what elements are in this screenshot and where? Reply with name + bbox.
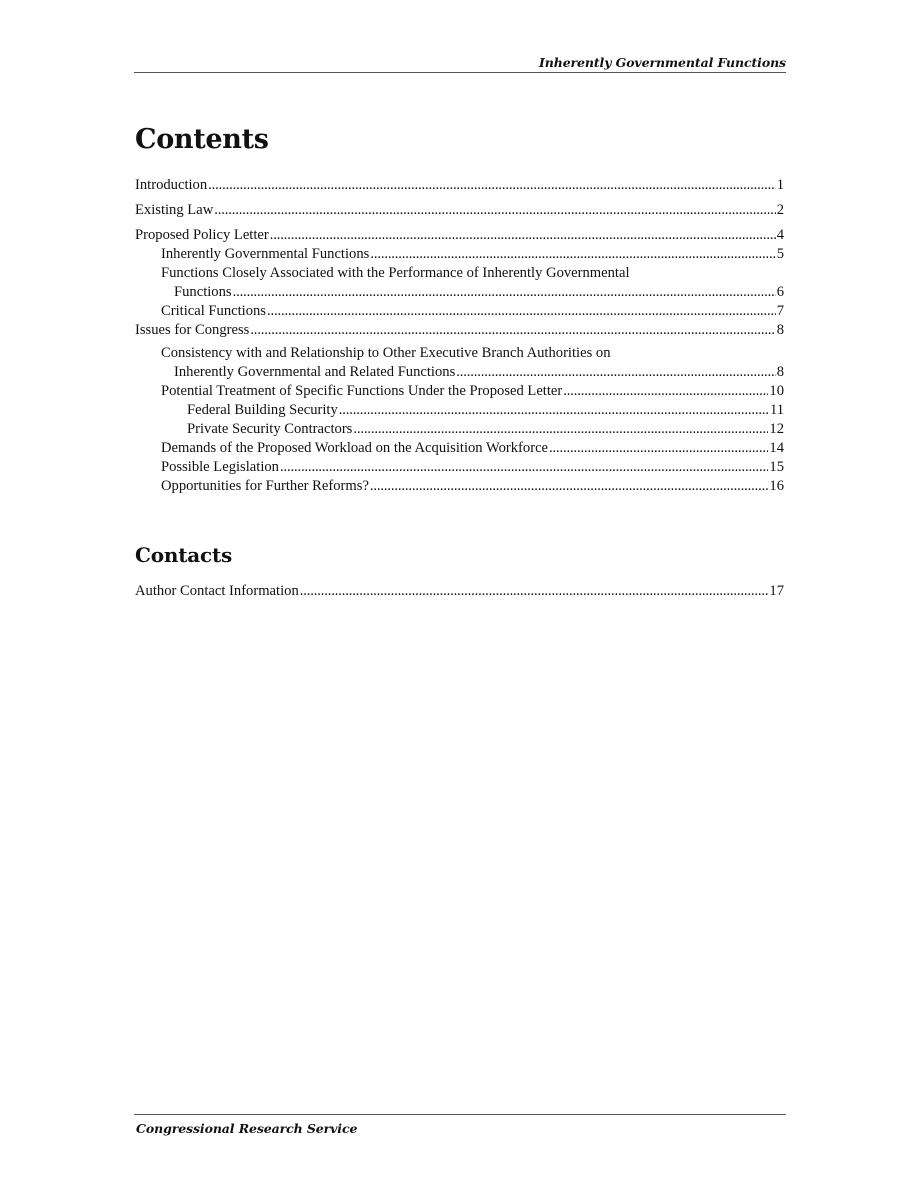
toc-entry-federal-building-security[interactable] (135, 401, 784, 420)
toc-entry-title: Private Security Contractors (187, 421, 353, 437)
toc-entry-page: 2 (776, 202, 784, 218)
dot-leader (549, 439, 768, 458)
running-header (134, 56, 786, 73)
toc-entry-page: 14 (769, 440, 784, 456)
dot-leader (270, 226, 776, 245)
toc-entry-page: 6 (776, 284, 784, 300)
toc-entry-page: 12 (769, 421, 784, 437)
toc-entry-title: Potential Treatment of Specific Functions Under the Proposed Letter (161, 383, 563, 399)
toc-entry-consistency[interactable] (135, 344, 784, 382)
dot-leader (233, 283, 776, 302)
toc-entry-page: 15 (769, 459, 784, 475)
toc-entry-page: 11 (769, 402, 784, 418)
toc-entry-title: Federal Building Security (187, 402, 338, 418)
dot-leader (370, 245, 775, 264)
dot-leader (353, 420, 768, 439)
toc-entry-page: 17 (769, 583, 784, 599)
toc-entry-page: 1 (776, 177, 784, 193)
toc-entry-introduction[interactable] (135, 176, 784, 195)
toc-entry-issues-for-congress[interactable] (135, 321, 784, 340)
toc-entry-title-line2: Inherently Governmental and Related Functions (174, 364, 456, 380)
toc-entry-page: 4 (776, 227, 784, 243)
contacts-heading: Contacts (135, 543, 233, 567)
dot-leader (208, 176, 776, 195)
dot-leader (339, 401, 769, 420)
running-title: Inherently Governmental Functions (538, 55, 786, 70)
toc-entry-title: Critical Functions (161, 303, 266, 319)
toc-entry-page: 8 (776, 322, 784, 338)
toc-entry-potential-treatment[interactable] (135, 382, 784, 401)
dot-leader (370, 477, 768, 496)
toc-entry-closely-associated-functions[interactable] (135, 264, 784, 302)
toc-entry-author-contact-information[interactable] (135, 582, 784, 601)
dot-leader (267, 302, 776, 321)
toc-entry-acquisition-workforce[interactable] (135, 439, 784, 458)
toc-entry-critical-functions[interactable] (135, 302, 784, 321)
toc-entry-title-line1: Functions Closely Associated with the Performance of Inherently Governmental (161, 265, 630, 281)
toc-entry-title: Issues for Congress (135, 322, 250, 338)
toc-entry-title: Possible Legislation (161, 459, 279, 475)
toc-entry-inherently-governmental-functions[interactable] (135, 245, 784, 264)
toc-entry-page: 8 (776, 364, 784, 380)
publisher-name: Congressional Research Service (136, 1121, 358, 1136)
toc-entry-page: 7 (776, 303, 784, 319)
toc-entry-title: Author Contact Information (135, 583, 299, 599)
table-of-contents (135, 176, 784, 496)
page-footer (134, 1114, 786, 1136)
toc-entry-page: 10 (769, 383, 784, 399)
toc-entry-title-line2: Functions (174, 284, 232, 300)
toc-entry-title: Existing Law (135, 202, 214, 218)
dot-leader (563, 382, 768, 401)
toc-entry-title: Opportunities for Further Reforms? (161, 478, 369, 494)
dot-leader (456, 363, 775, 382)
toc-entry-possible-legislation[interactable] (135, 458, 784, 477)
toc-entry-further-reforms[interactable] (135, 477, 784, 496)
toc-entry-title: Inherently Governmental Functions (161, 246, 370, 262)
toc-entry-proposed-policy-letter[interactable] (135, 226, 784, 245)
toc-entry-title: Introduction (135, 177, 208, 193)
toc-entry-existing-law[interactable] (135, 201, 784, 220)
dot-leader (300, 582, 769, 601)
toc-entry-private-security-contractors[interactable] (135, 420, 784, 439)
contacts-list (135, 582, 784, 601)
dot-leader (280, 458, 768, 477)
toc-entry-title: Demands of the Proposed Workload on the Acquisition Workforce (161, 440, 549, 456)
dot-leader (250, 321, 775, 340)
dot-leader (214, 201, 775, 220)
toc-entry-title-line1: Consistency with and Relationship to Other Executive Branch Authorities on (161, 345, 611, 361)
contents-heading: Contents (135, 124, 269, 155)
toc-entry-title: Proposed Policy Letter (135, 227, 269, 243)
toc-entry-page: 16 (769, 478, 784, 494)
toc-entry-page: 5 (776, 246, 784, 262)
